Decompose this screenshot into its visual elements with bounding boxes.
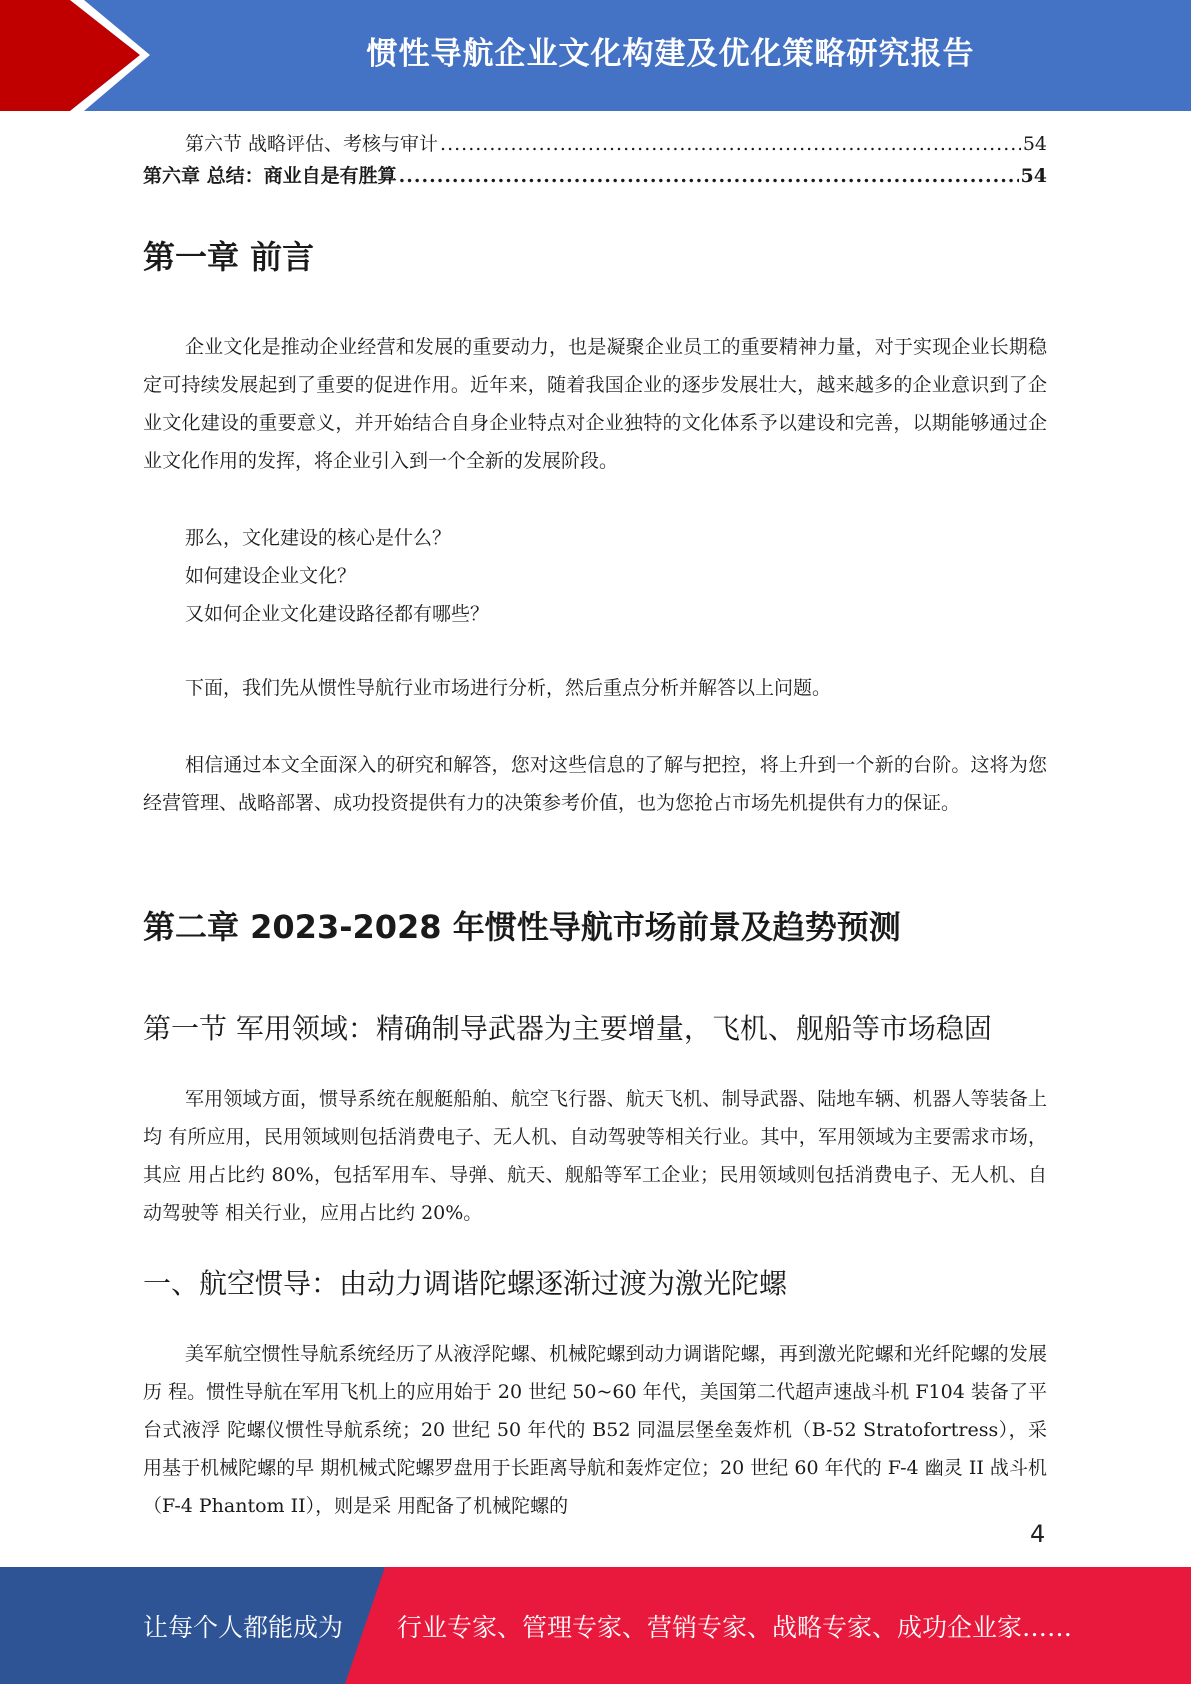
toc-entry-page: 54: [1020, 165, 1047, 187]
question-line: 又如何企业文化建设路径都有哪些？: [185, 603, 490, 625]
toc-entry-title: 第六节 战略评估、考核与审计: [185, 133, 439, 155]
header-title: 惯性导航企业文化构建及优化策略研究报告: [366, 35, 975, 72]
page-number: 4: [1030, 1520, 1046, 1548]
page-header: [0, 0, 1191, 111]
toc-entry-title: 第六章 总结：商业自是有胜算: [143, 165, 397, 187]
toc-leader-dots: [440, 133, 1021, 155]
toc-entry[interactable]: [143, 161, 1047, 191]
chapter1-paragraph-conclusion: 相信通过本文全面深入的研究和解答，您对这些信息的了解与把控，将上升到一个新的台阶。这将为您经营管理、战略部署、成功投资提供有力的决策参考价值，也为您抢占市场先机提供有力的保证。: [143, 754, 1047, 814]
footer-slogan-right: 行业专家、管理专家、营销专家、战略专家、成功企业家……: [397, 1612, 1073, 1642]
page-footer: [0, 1567, 1191, 1684]
chapter1-paragraph-analysis: 下面，我们先从惯性导航行业市场进行分析，然后重点分析并解答以上问题。: [185, 677, 832, 699]
question-line: 如何建设企业文化？: [185, 565, 357, 587]
chapter2-heading: 第二章 2023-2028 年惯性导航市场前景及趋势预测: [143, 908, 901, 946]
chapter1-paragraph-intro: 企业文化是推动企业经营和发展的重要动力，也是凝聚企业员工的重要精神力量，对于实现企业长期稳定可持续发展起到了重要的促进作用。近年来，随着我国企业的逐步发展壮大，越来越多的企业意识到了企业文化建设的重要意义，并开始结合自身企业特点对企业独特的文化体系予以建设和完善，以期能够通过企业文化作用的发挥，将企业引入到一个全新的发展阶段。: [143, 336, 1047, 472]
chapter1-heading: 第一章 前言: [143, 238, 315, 276]
footer-slogan-left: 让每个人都能成为: [143, 1612, 344, 1642]
question-line: 那么，文化建设的核心是什么？: [185, 527, 452, 549]
toc-entry[interactable]: [185, 129, 1047, 159]
section1-paragraph: 军用领域方面，惯导系统在舰艇船舶、航空飞行器、航天飞机、制导武器、陆地车辆、机器人等装备上均 有所应用，民用领域则包括消费电子、无人机、自动驾驶等相关行业。其中，军用领域为主要需求市场，其应 用占比约 80%，包括军用车、导弹、航天、舰船等军工企业；民用领域则包括消费电子、无人机、自动驾驶等 相关行业，应用占比约 20%。: [143, 1088, 1047, 1224]
section1-heading: 第一节 军用领域：精确制导武器为主要增量，飞机、舰船等市场稳固: [143, 1012, 992, 1045]
subsection1-paragraph: 美军航空惯性导航系统经历了从液浮陀螺、机械陀螺到动力调谐陀螺，再到激光陀螺和光纤陀螺的发展历 程。惯性导航在军用飞机上的应用始于 20 世纪 50~60 年代，美国第二代超声速战斗机 F104 装备了平台式液浮 陀螺仪惯性导航系统；20 世纪 50 年代的 B52 同温层堡垒轰炸机（B-52 Stratofortress），采用基于机械陀螺的早 期机械式陀螺罗盘用于长距离导航和轰炸定位；20 世纪 60 年代的 F-4 幽灵 II 战斗机（F-4 Phantom II），则是采 用配备了机械陀螺的: [143, 1343, 1047, 1517]
toc-leader-dots: [399, 165, 1019, 187]
toc-entry-page: 54: [1022, 133, 1047, 155]
subsection1-heading: 一、航空惯导：由动力调谐陀螺逐渐过渡为激光陀螺: [143, 1267, 788, 1300]
